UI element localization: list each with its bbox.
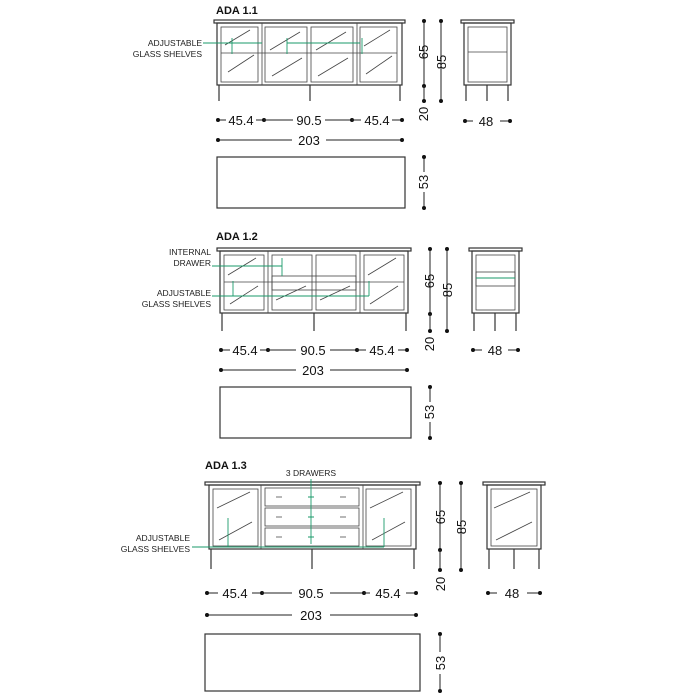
dim-total-height: 85 (434, 54, 449, 70)
annotation-internal: INTERNAL (168, 247, 211, 257)
top-view (217, 157, 432, 208)
height-dimensions (416, 21, 449, 121)
height-dimensions (433, 483, 469, 591)
dim-right-width: 45.4 (375, 586, 401, 601)
dim-top-depth: 53 (433, 655, 448, 671)
model-title: ADA 1.2 (216, 231, 258, 243)
dim-total-width: 203 (298, 133, 320, 148)
top-view (220, 387, 438, 438)
front-view (203, 20, 405, 101)
dim-side-depth: 48 (504, 586, 520, 601)
dim-center-width: 90.5 (296, 113, 322, 128)
side-view (483, 482, 545, 569)
front-view (212, 248, 411, 331)
annotation-adjustable: ADJUSTABLE (135, 533, 190, 543)
front-view (192, 479, 420, 569)
height-dimensions (422, 249, 455, 351)
dim-center-width: 90.5 (298, 586, 324, 601)
dim-leg-height: 20 (422, 336, 437, 352)
dim-total-width: 203 (300, 608, 322, 623)
dim-left-width: 45.4 (228, 113, 254, 128)
annotation-3-drawers: 3 DRAWERS (285, 468, 337, 478)
side-view (461, 20, 514, 101)
dim-body-height: 65 (416, 44, 431, 60)
dim-total-width: 203 (302, 363, 324, 378)
annotation-adjustable: ADJUSTABLE (156, 288, 211, 298)
dim-leg-height: 20 (416, 106, 431, 122)
width-dimensions (218, 113, 510, 148)
annotation-glass-shelves: GLASS SHELVES (120, 544, 190, 554)
model-ada-1-2 (142, 231, 522, 438)
annotation-glass-shelves: GLASS SHELVES (132, 49, 202, 59)
model-ada-1-1 (133, 5, 514, 208)
dim-body-height: 65 (433, 509, 448, 525)
annotation-adjustable: ADJUSTABLE (147, 38, 202, 48)
dim-side-depth: 48 (487, 343, 503, 358)
width-dimensions (221, 343, 518, 378)
dim-leg-height: 20 (433, 576, 448, 592)
dim-left-width: 45.4 (232, 343, 258, 358)
model-title: ADA 1.1 (216, 5, 258, 17)
dim-total-height: 85 (454, 519, 469, 535)
annotation-glass-shelves: GLASS SHELVES (141, 299, 211, 309)
side-view (469, 248, 522, 331)
dim-top-depth: 53 (416, 174, 431, 190)
dim-right-width: 45.4 (369, 343, 395, 358)
model-title: ADA 1.3 (205, 460, 247, 472)
model-ada-1-3 (121, 460, 545, 691)
annotation-drawer: DRAWER (173, 258, 211, 268)
dim-top-depth: 53 (422, 404, 437, 420)
dim-right-width: 45.4 (364, 113, 390, 128)
dim-center-width: 90.5 (300, 343, 326, 358)
dim-total-height: 85 (440, 282, 455, 298)
dim-side-depth: 48 (478, 114, 494, 129)
width-dimensions (207, 586, 540, 623)
top-view (205, 634, 448, 691)
dim-left-width: 45.4 (222, 586, 248, 601)
dim-body-height: 65 (422, 273, 437, 289)
